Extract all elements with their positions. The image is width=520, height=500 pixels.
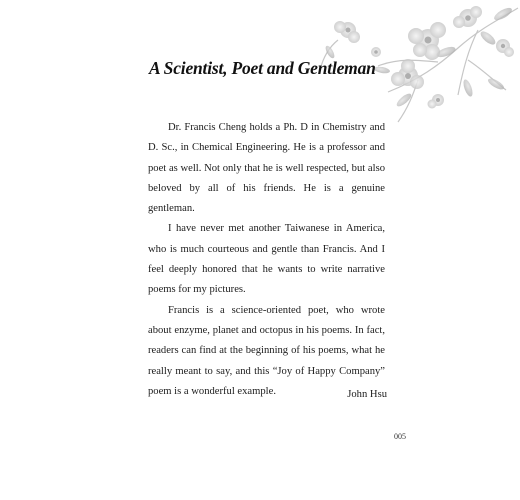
paragraph: Francis is a science-oriented poet, who wrote about enzyme, planet and octopus in his poems. In fact, readers can find at the beginning of his poems, what he really meant to say, and this “Joy of Happy Company” poem is a wonderful example. xyxy=(148,304,385,397)
paragraph: Dr. Francis Cheng holds a Ph. D in Chemistry and D. Sc., in Chemical Engineering. He is a professor and poet as well. Not only that he is well respected, but also beloved by all of his friends. He is a genuine gentleman. xyxy=(148,122,385,215)
page-title: A Scientist, Poet and Gentleman xyxy=(149,58,376,78)
body-text xyxy=(148,118,385,402)
page-number: 005 xyxy=(394,432,406,441)
author-signature: John Hsu xyxy=(347,389,387,400)
paragraph: I have never met another Taiwanese in America, who is much courteous and gentle than Francis. And I feel deeply honored that he wants to write narrative poems for my pictures. xyxy=(148,223,385,296)
